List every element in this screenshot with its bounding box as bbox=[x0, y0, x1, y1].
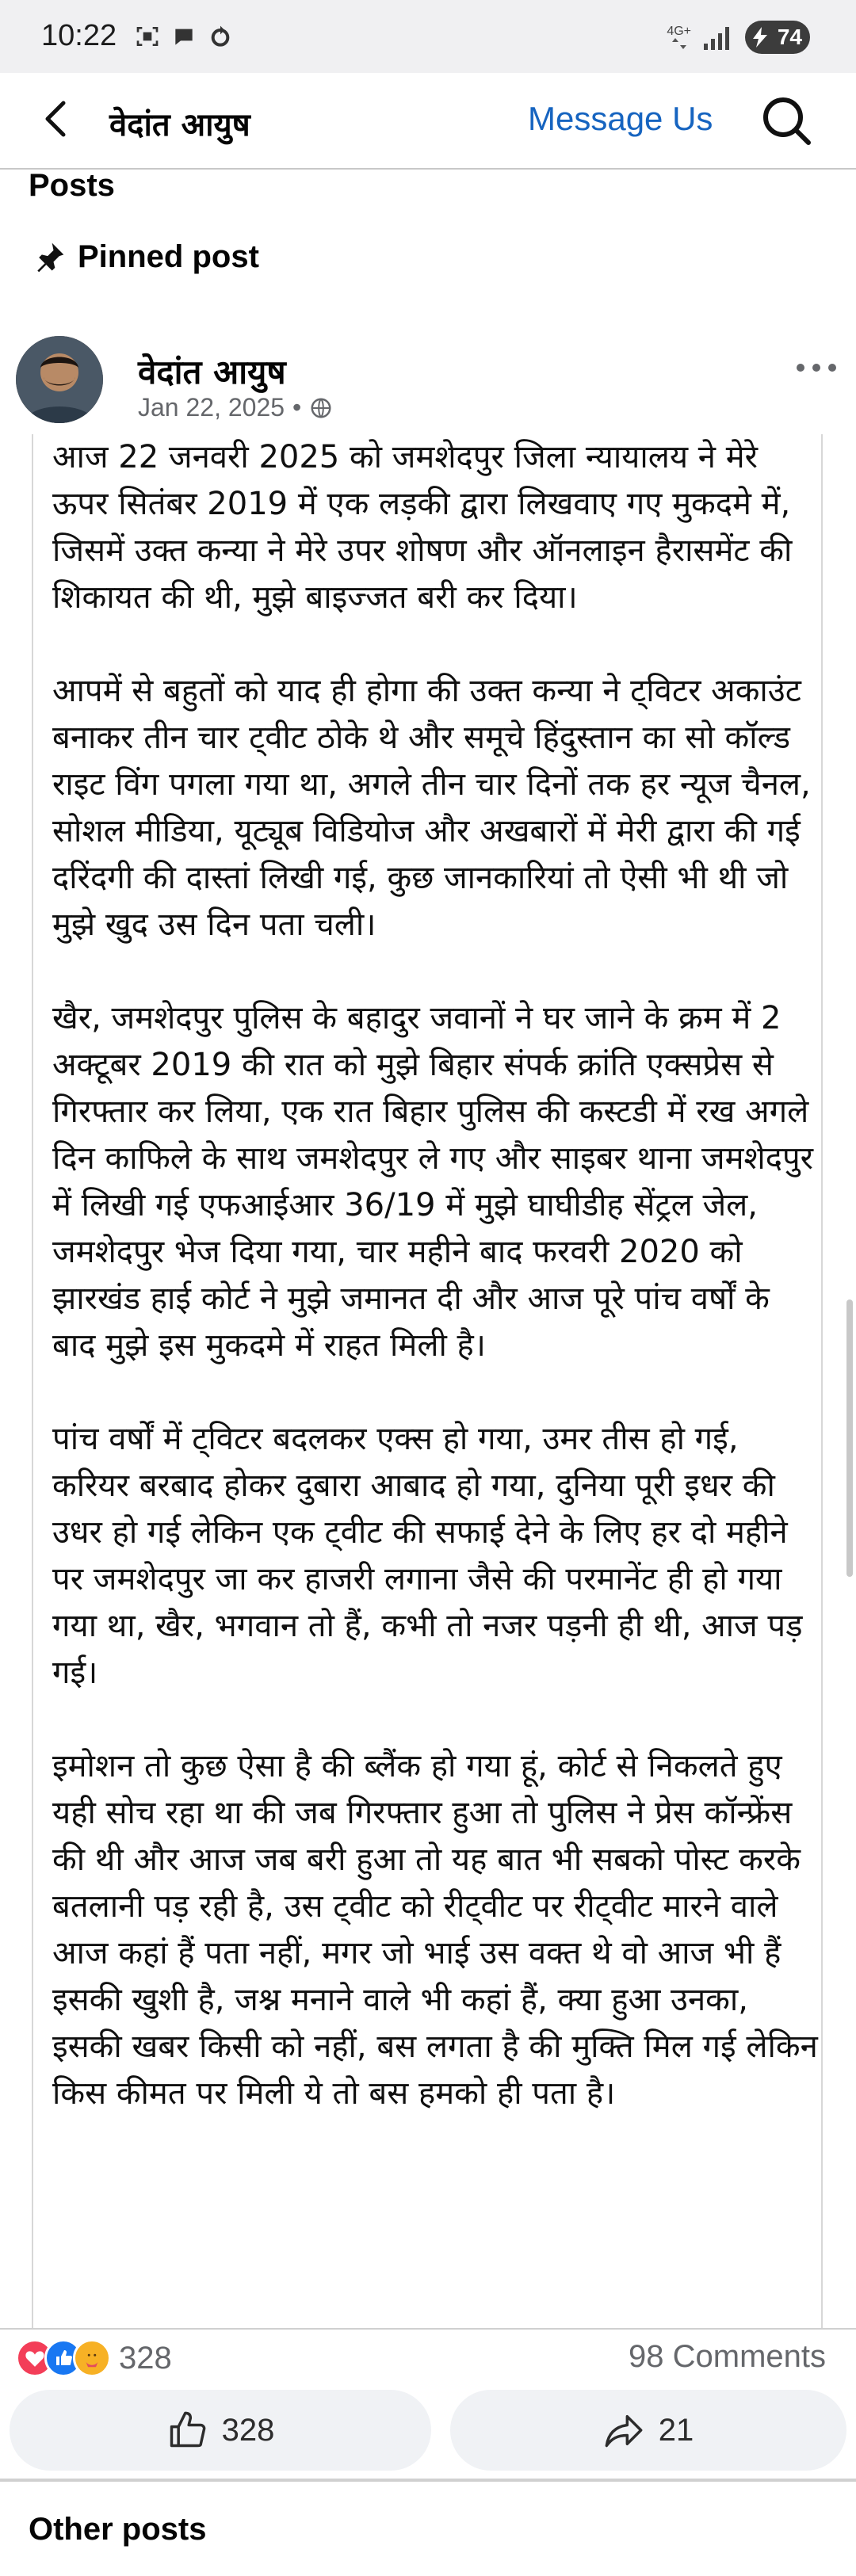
page-header bbox=[0, 73, 856, 170]
status-bar bbox=[0, 0, 856, 73]
post-paragraph: खैर, जमशेदपुर पुलिस के बहादुर जवानों ने घर जाने के क्रम में 2 अक्टूबर 2019 की रात को मुझे बिहार संपर्क क्रांति एक्सप्रेस से गिरफ्तार कर लिया, एक रात बिहार पुलिस की कस्टडी में रख अगले दिन काफिले के साथ जमशेदपुर ले गए और साइबर थाना जमशेदपुर में लिखी गई एफआईआर 36/19 में मुझे घाघीडीह सेंट्रल जेल, जमशेदपुर भेज दिया गया, चार महीने बाद फरवरी 2020 को झारखंड हाई कोर्ट ने मुझे जमानत दी और आज पूरे पांच वर्षों के बाद मुझे इस मुकदमे में राहत मिली है। bbox=[52, 1000, 814, 1364]
comments-count[interactable]: 98 Comments bbox=[629, 2339, 826, 2374]
avatar-photo-icon bbox=[16, 336, 103, 423]
battery-level: 74 bbox=[777, 25, 802, 49]
chat-icon bbox=[171, 24, 197, 49]
post-text bbox=[52, 434, 821, 2117]
post-author[interactable]: वेदांत आयुष bbox=[138, 353, 286, 391]
charging-bolt-icon bbox=[751, 27, 769, 48]
other-posts-heading: Other posts bbox=[29, 2512, 207, 2547]
network-type bbox=[667, 25, 691, 49]
post-paragraph: इमोशन तो कुछ ऐसा है की ब्लैंक हो गया हूं, कोर्ट से निकलते हुए यही सोच रहा था की जब गिरफ्तार हुआ तो पुलिस ने प्रेस कॉन्फ्रेंस की थी और आज जब बरी हुआ तो यह बात भी सबको पोस्ट करके बतलानी पड़ रही है, उस ट्वीट को रीट्वीट पर रीट्वीट मारने वाले आज कहां हैं पता नहीं, मगर जो भाई उस वक्त थे वो आज भी हैं इसकी खुशी है, जश्न मनाने वाले भी कहां हैं, क्या हुआ उनका, इसकी खबर किसी को नहीं, बस लगता है की मुक्ति मिल गई लेकिन किस कीमत पर मिली ये तो बस हमको ही पता है। bbox=[52, 1748, 818, 2112]
divider bbox=[0, 2328, 856, 2330]
scan-icon bbox=[135, 24, 160, 49]
back-button[interactable] bbox=[32, 95, 79, 143]
like-button[interactable] bbox=[10, 2390, 431, 2471]
care-reaction-icon bbox=[73, 2339, 111, 2377]
back-arrow-icon bbox=[40, 99, 71, 139]
like-count: 328 bbox=[221, 2412, 275, 2448]
reaction-count: 328 bbox=[119, 2340, 172, 2376]
avatar[interactable] bbox=[16, 336, 103, 423]
status-right bbox=[667, 21, 810, 54]
post-paragraph: पांच वर्षों में ट्विटर बदलकर एक्स हो गया, उमर तीस हो गई, करियर बरबाद होकर दुबारा आबाद हो गया, दुनिया पूरी इधर की उधर हो गई लेकिन एक ट्वीट की सफाई देने के लिए हर दो महीने पर जमशेदपुर जा कर हाजरी लगाना जैसे की परमानेंट ही हो गया गया था, खैर, भगवान तो हैं, कभी तो नजर पड़नी ही थी, आज पड़ गई। bbox=[52, 1421, 803, 1691]
post-body bbox=[32, 434, 823, 2328]
status-time: 10:22 bbox=[41, 19, 117, 52]
share-button[interactable] bbox=[450, 2390, 846, 2471]
thumbs-up-icon bbox=[166, 2410, 208, 2451]
notification-icons bbox=[135, 24, 233, 49]
pinned-post-label bbox=[32, 239, 259, 275]
post-paragraph: आज 22 जनवरी 2025 को जमशेदपुर जिला न्यायालय ने मेरे ऊपर सितंबर 2019 में एक लड़की द्वारा लिखवाए गए मुकदमे में, जिसमें उक्त कन्या ने मेरे उपर शोषण और ऑनलाइन हैरासमेंट की शिकायत की थी, मुझे बाइज्जत बरी कर दिया। bbox=[52, 439, 793, 616]
post-paragraph: आपमें से बहुतों को याद ही होगा की उक्त कन्या ने ट्विटर अकाउंट बनाकर तीन चार ट्वीट ठोके थे और समूचे हिंदुस्तान का सो कॉल्ड राइट विंग पगला गया था, अगले तीन चार दिनों तक हर न्यूज चैनल, सोशल मीडिया, यूट्यूब विडियोज और अखबारों में मेरी द्वारा की गई दरिंदगी की दास्तां लिखी गई, कुछ जानकारियां तो ऐसी भी थी जो मुझे खुद उस दिन पता चली। bbox=[52, 673, 811, 943]
divider bbox=[0, 2479, 856, 2482]
pin-icon bbox=[32, 240, 67, 275]
refresh-icon bbox=[208, 24, 233, 49]
data-arrows-icon bbox=[671, 38, 687, 49]
network-label: 4G+ bbox=[667, 25, 691, 38]
page-title: वेदांत आयुष bbox=[109, 107, 250, 143]
search-icon[interactable] bbox=[758, 92, 815, 149]
globe-icon bbox=[309, 396, 333, 420]
battery-icon bbox=[745, 21, 810, 54]
posts-heading: Posts bbox=[29, 168, 115, 203]
meta-separator: • bbox=[292, 393, 302, 422]
reactions-summary[interactable] bbox=[16, 2339, 172, 2377]
post-meta bbox=[138, 393, 333, 422]
share-icon bbox=[603, 2410, 644, 2451]
more-options-icon[interactable] bbox=[793, 352, 840, 384]
message-us-button[interactable]: Message Us bbox=[528, 100, 713, 137]
pinned-label: Pinned post bbox=[78, 239, 259, 274]
share-count: 21 bbox=[658, 2412, 694, 2448]
post-date[interactable]: Jan 22, 2025 bbox=[138, 393, 285, 422]
scrollbar[interactable] bbox=[846, 1299, 853, 1577]
signal-icon bbox=[702, 23, 734, 52]
